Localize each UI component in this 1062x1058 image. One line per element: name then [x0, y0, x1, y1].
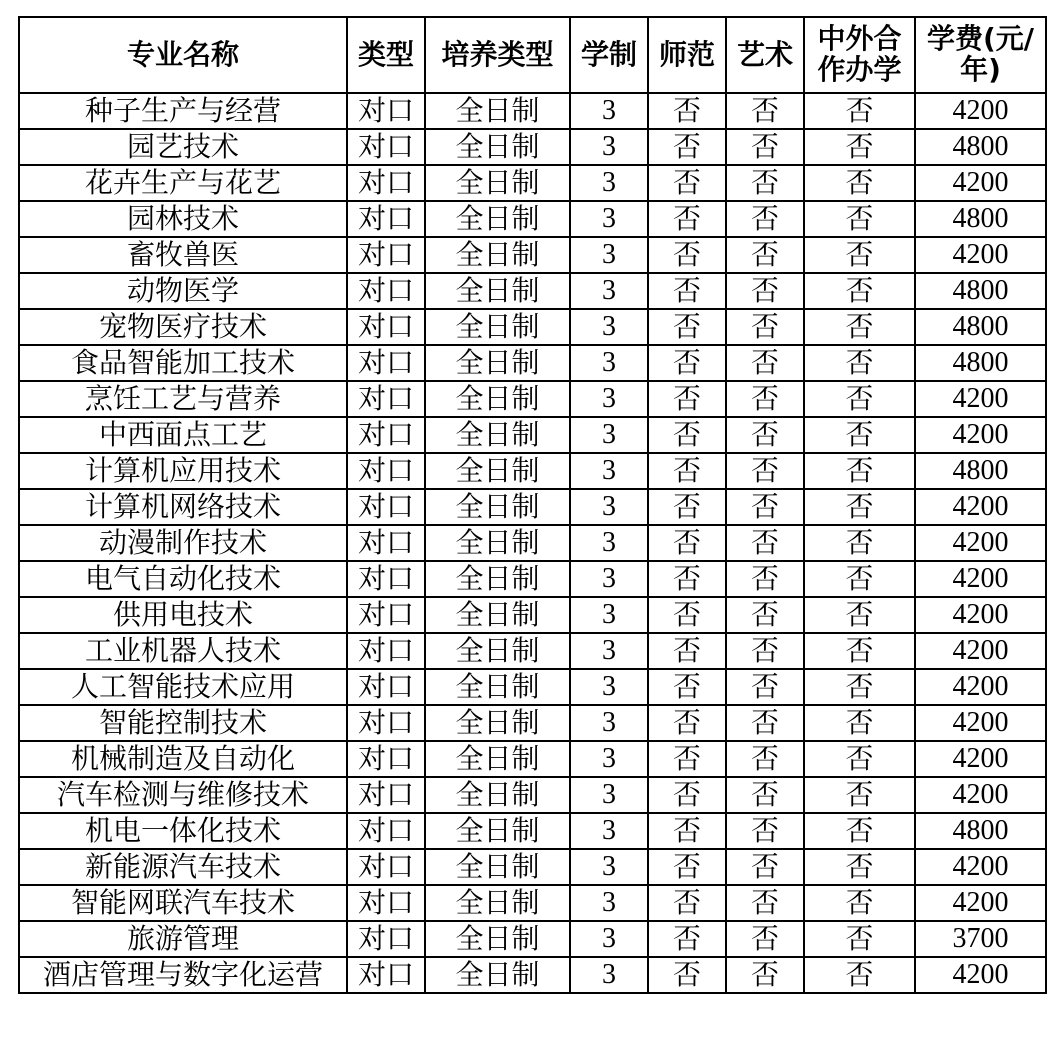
cell-art: 否 [726, 165, 804, 201]
cell-training-type: 全日制 [425, 741, 570, 777]
cell-major-name: 旅游管理 [19, 921, 347, 957]
cell-major-name: 计算机网络技术 [19, 489, 347, 525]
cell-joint-program: 否 [804, 453, 915, 489]
cell-type: 对口 [347, 777, 425, 813]
cell-training-type: 全日制 [425, 813, 570, 849]
cell-type: 对口 [347, 849, 425, 885]
cell-type: 对口 [347, 885, 425, 921]
cell-duration: 3 [570, 705, 648, 741]
cell-training-type: 全日制 [425, 309, 570, 345]
cell-type: 对口 [347, 273, 425, 309]
cell-tuition: 4200 [915, 849, 1046, 885]
cell-type: 对口 [347, 129, 425, 165]
cell-type: 对口 [347, 633, 425, 669]
cell-tuition: 4200 [915, 741, 1046, 777]
cell-teacher-training: 否 [648, 417, 726, 453]
cell-joint-program: 否 [804, 957, 915, 993]
cell-teacher-training: 否 [648, 93, 726, 129]
table-row [19, 309, 1046, 345]
table-row [19, 633, 1046, 669]
cell-art: 否 [726, 957, 804, 993]
cell-type: 对口 [347, 525, 425, 561]
cell-training-type: 全日制 [425, 201, 570, 237]
cell-tuition: 4200 [915, 165, 1046, 201]
cell-duration: 3 [570, 93, 648, 129]
table-body [19, 93, 1046, 993]
cell-major-name: 工业机器人技术 [19, 633, 347, 669]
cell-joint-program: 否 [804, 417, 915, 453]
cell-type: 对口 [347, 561, 425, 597]
cell-art: 否 [726, 813, 804, 849]
table-row [19, 957, 1046, 993]
cell-tuition: 4200 [915, 381, 1046, 417]
cell-major-name: 烹饪工艺与营养 [19, 381, 347, 417]
cell-joint-program: 否 [804, 345, 915, 381]
header-teacher-training: 师范 [648, 17, 726, 93]
cell-training-type: 全日制 [425, 849, 570, 885]
cell-duration: 3 [570, 345, 648, 381]
cell-type: 对口 [347, 381, 425, 417]
cell-training-type: 全日制 [425, 633, 570, 669]
cell-training-type: 全日制 [425, 957, 570, 993]
cell-major-name: 园林技术 [19, 201, 347, 237]
cell-tuition: 4800 [915, 813, 1046, 849]
cell-teacher-training: 否 [648, 489, 726, 525]
cell-art: 否 [726, 129, 804, 165]
cell-teacher-training: 否 [648, 633, 726, 669]
cell-tuition: 4800 [915, 201, 1046, 237]
cell-duration: 3 [570, 741, 648, 777]
cell-duration: 3 [570, 597, 648, 633]
cell-joint-program: 否 [804, 921, 915, 957]
cell-tuition: 3700 [915, 921, 1046, 957]
cell-teacher-training: 否 [648, 957, 726, 993]
table-row [19, 345, 1046, 381]
program-table [18, 16, 1047, 994]
cell-teacher-training: 否 [648, 705, 726, 741]
cell-art: 否 [726, 201, 804, 237]
cell-teacher-training: 否 [648, 849, 726, 885]
table-row [19, 237, 1046, 273]
program-table-container [18, 16, 1045, 994]
table-row [19, 705, 1046, 741]
cell-training-type: 全日制 [425, 561, 570, 597]
table-row [19, 453, 1046, 489]
cell-joint-program: 否 [804, 129, 915, 165]
cell-art: 否 [726, 633, 804, 669]
table-row [19, 561, 1046, 597]
cell-duration: 3 [570, 237, 648, 273]
cell-art: 否 [726, 381, 804, 417]
cell-joint-program: 否 [804, 669, 915, 705]
cell-training-type: 全日制 [425, 921, 570, 957]
cell-training-type: 全日制 [425, 597, 570, 633]
cell-joint-program: 否 [804, 741, 915, 777]
cell-tuition: 4200 [915, 957, 1046, 993]
cell-duration: 3 [570, 129, 648, 165]
cell-tuition: 4200 [915, 417, 1046, 453]
cell-teacher-training: 否 [648, 813, 726, 849]
cell-training-type: 全日制 [425, 381, 570, 417]
cell-tuition: 4200 [915, 525, 1046, 561]
cell-tuition: 4800 [915, 453, 1046, 489]
cell-tuition: 4800 [915, 309, 1046, 345]
cell-teacher-training: 否 [648, 345, 726, 381]
cell-duration: 3 [570, 849, 648, 885]
cell-major-name: 酒店管理与数字化运营 [19, 957, 347, 993]
cell-duration: 3 [570, 165, 648, 201]
cell-art: 否 [726, 237, 804, 273]
cell-duration: 3 [570, 813, 648, 849]
cell-art: 否 [726, 741, 804, 777]
cell-major-name: 动漫制作技术 [19, 525, 347, 561]
cell-training-type: 全日制 [425, 345, 570, 381]
table-row [19, 381, 1046, 417]
cell-type: 对口 [347, 813, 425, 849]
cell-art: 否 [726, 309, 804, 345]
cell-major-name: 电气自动化技术 [19, 561, 347, 597]
cell-art: 否 [726, 345, 804, 381]
cell-training-type: 全日制 [425, 525, 570, 561]
cell-training-type: 全日制 [425, 165, 570, 201]
cell-teacher-training: 否 [648, 237, 726, 273]
cell-joint-program: 否 [804, 93, 915, 129]
cell-duration: 3 [570, 957, 648, 993]
cell-joint-program: 否 [804, 705, 915, 741]
header-art: 艺术 [726, 17, 804, 93]
header-tuition: 学费(元/年) [915, 17, 1046, 93]
cell-training-type: 全日制 [425, 417, 570, 453]
cell-joint-program: 否 [804, 381, 915, 417]
cell-major-name: 机械制造及自动化 [19, 741, 347, 777]
table-row [19, 777, 1046, 813]
table-row [19, 525, 1046, 561]
cell-training-type: 全日制 [425, 453, 570, 489]
cell-type: 对口 [347, 417, 425, 453]
cell-type: 对口 [347, 669, 425, 705]
cell-teacher-training: 否 [648, 165, 726, 201]
table-row [19, 669, 1046, 705]
table-row [19, 813, 1046, 849]
header-joint-program: 中外合作办学 [804, 17, 915, 93]
cell-art: 否 [726, 921, 804, 957]
cell-teacher-training: 否 [648, 201, 726, 237]
cell-art: 否 [726, 669, 804, 705]
cell-teacher-training: 否 [648, 381, 726, 417]
cell-training-type: 全日制 [425, 93, 570, 129]
cell-teacher-training: 否 [648, 525, 726, 561]
cell-type: 对口 [347, 309, 425, 345]
cell-major-name: 食品智能加工技术 [19, 345, 347, 381]
cell-training-type: 全日制 [425, 777, 570, 813]
cell-tuition: 4200 [915, 489, 1046, 525]
cell-duration: 3 [570, 201, 648, 237]
cell-joint-program: 否 [804, 777, 915, 813]
header-training-type: 培养类型 [425, 17, 570, 93]
cell-joint-program: 否 [804, 525, 915, 561]
cell-art: 否 [726, 705, 804, 741]
cell-training-type: 全日制 [425, 885, 570, 921]
cell-type: 对口 [347, 489, 425, 525]
cell-tuition: 4200 [915, 885, 1046, 921]
cell-training-type: 全日制 [425, 669, 570, 705]
cell-duration: 3 [570, 417, 648, 453]
cell-tuition: 4800 [915, 129, 1046, 165]
cell-teacher-training: 否 [648, 129, 726, 165]
cell-teacher-training: 否 [648, 741, 726, 777]
cell-teacher-training: 否 [648, 561, 726, 597]
cell-type: 对口 [347, 705, 425, 741]
cell-type: 对口 [347, 165, 425, 201]
cell-duration: 3 [570, 273, 648, 309]
table-row [19, 129, 1046, 165]
cell-type: 对口 [347, 237, 425, 273]
cell-tuition: 4200 [915, 633, 1046, 669]
table-row [19, 921, 1046, 957]
cell-art: 否 [726, 453, 804, 489]
cell-major-name: 园艺技术 [19, 129, 347, 165]
cell-joint-program: 否 [804, 273, 915, 309]
cell-teacher-training: 否 [648, 273, 726, 309]
cell-duration: 3 [570, 633, 648, 669]
cell-major-name: 机电一体化技术 [19, 813, 347, 849]
cell-type: 对口 [347, 741, 425, 777]
cell-art: 否 [726, 561, 804, 597]
cell-duration: 3 [570, 381, 648, 417]
cell-joint-program: 否 [804, 813, 915, 849]
cell-training-type: 全日制 [425, 129, 570, 165]
table-header-row [19, 17, 1046, 93]
cell-joint-program: 否 [804, 309, 915, 345]
cell-joint-program: 否 [804, 633, 915, 669]
cell-joint-program: 否 [804, 597, 915, 633]
cell-major-name: 汽车检测与维修技术 [19, 777, 347, 813]
cell-joint-program: 否 [804, 561, 915, 597]
cell-teacher-training: 否 [648, 885, 726, 921]
table-row [19, 741, 1046, 777]
cell-major-name: 智能网联汽车技术 [19, 885, 347, 921]
cell-art: 否 [726, 525, 804, 561]
header-type: 类型 [347, 17, 425, 93]
cell-teacher-training: 否 [648, 309, 726, 345]
cell-type: 对口 [347, 93, 425, 129]
table-row [19, 273, 1046, 309]
cell-training-type: 全日制 [425, 273, 570, 309]
cell-duration: 3 [570, 453, 648, 489]
cell-duration: 3 [570, 669, 648, 705]
table-row [19, 597, 1046, 633]
cell-tuition: 4200 [915, 777, 1046, 813]
cell-tuition: 4200 [915, 561, 1046, 597]
cell-type: 对口 [347, 201, 425, 237]
cell-joint-program: 否 [804, 237, 915, 273]
cell-art: 否 [726, 93, 804, 129]
cell-major-name: 种子生产与经营 [19, 93, 347, 129]
cell-major-name: 新能源汽车技术 [19, 849, 347, 885]
cell-type: 对口 [347, 957, 425, 993]
cell-duration: 3 [570, 525, 648, 561]
cell-teacher-training: 否 [648, 921, 726, 957]
cell-major-name: 供用电技术 [19, 597, 347, 633]
cell-tuition: 4200 [915, 597, 1046, 633]
cell-tuition: 4200 [915, 669, 1046, 705]
cell-art: 否 [726, 777, 804, 813]
cell-joint-program: 否 [804, 489, 915, 525]
cell-tuition: 4800 [915, 345, 1046, 381]
cell-duration: 3 [570, 489, 648, 525]
cell-major-name: 宠物医疗技术 [19, 309, 347, 345]
cell-art: 否 [726, 417, 804, 453]
cell-major-name: 智能控制技术 [19, 705, 347, 741]
cell-art: 否 [726, 489, 804, 525]
table-row [19, 201, 1046, 237]
cell-joint-program: 否 [804, 165, 915, 201]
header-duration: 学制 [570, 17, 648, 93]
cell-art: 否 [726, 849, 804, 885]
cell-duration: 3 [570, 561, 648, 597]
cell-training-type: 全日制 [425, 489, 570, 525]
cell-training-type: 全日制 [425, 705, 570, 741]
cell-tuition: 4800 [915, 273, 1046, 309]
cell-joint-program: 否 [804, 849, 915, 885]
cell-teacher-training: 否 [648, 597, 726, 633]
cell-duration: 3 [570, 885, 648, 921]
cell-major-name: 计算机应用技术 [19, 453, 347, 489]
cell-type: 对口 [347, 921, 425, 957]
cell-duration: 3 [570, 309, 648, 345]
cell-art: 否 [726, 885, 804, 921]
cell-major-name: 花卉生产与花艺 [19, 165, 347, 201]
cell-type: 对口 [347, 453, 425, 489]
cell-teacher-training: 否 [648, 669, 726, 705]
cell-duration: 3 [570, 777, 648, 813]
cell-art: 否 [726, 597, 804, 633]
table-row [19, 849, 1046, 885]
table-row [19, 885, 1046, 921]
cell-major-name: 人工智能技术应用 [19, 669, 347, 705]
cell-tuition: 4200 [915, 237, 1046, 273]
table-row [19, 93, 1046, 129]
table-row [19, 165, 1046, 201]
cell-major-name: 畜牧兽医 [19, 237, 347, 273]
cell-training-type: 全日制 [425, 237, 570, 273]
cell-tuition: 4200 [915, 93, 1046, 129]
table-row [19, 417, 1046, 453]
cell-tuition: 4200 [915, 705, 1046, 741]
cell-joint-program: 否 [804, 201, 915, 237]
cell-teacher-training: 否 [648, 453, 726, 489]
cell-joint-program: 否 [804, 885, 915, 921]
cell-major-name: 动物医学 [19, 273, 347, 309]
cell-major-name: 中西面点工艺 [19, 417, 347, 453]
header-major-name: 专业名称 [19, 17, 347, 93]
cell-art: 否 [726, 273, 804, 309]
table-row [19, 489, 1046, 525]
cell-type: 对口 [347, 345, 425, 381]
cell-type: 对口 [347, 597, 425, 633]
cell-duration: 3 [570, 921, 648, 957]
cell-teacher-training: 否 [648, 777, 726, 813]
